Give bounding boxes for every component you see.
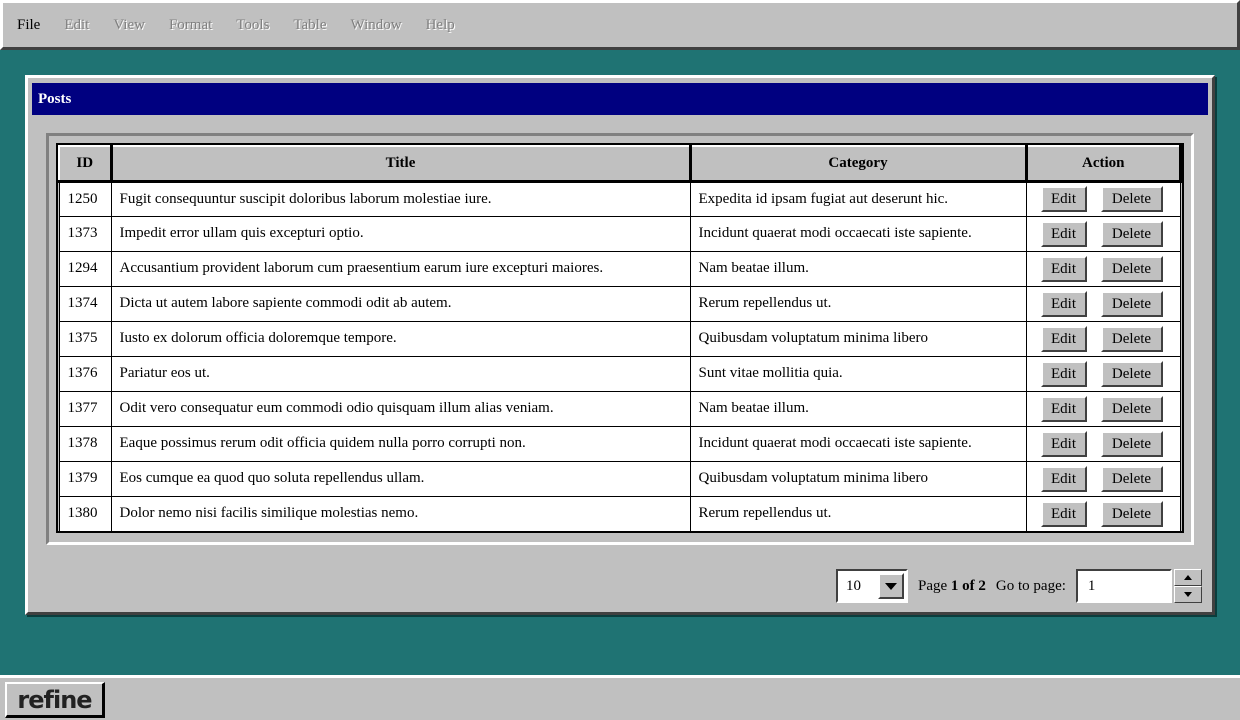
page-indicator — [918, 578, 986, 595]
cell-action — [1026, 356, 1181, 391]
table-row — [59, 321, 1181, 356]
cell-id: 1294 — [59, 251, 111, 286]
cell-title: Dicta ut autem labore sapiente commodi odit ab autem. — [111, 286, 690, 321]
page-size-value: 10 — [846, 577, 861, 594]
taskbar — [0, 675, 1240, 720]
delete-button[interactable]: Delete — [1101, 256, 1163, 282]
page-current: 1 — [950, 577, 959, 594]
cell-title: Odit vero consequatur eum commodi odio quisquam illum alias veniam. — [111, 391, 690, 426]
cell-title: Eaque possimus rerum odit officia quidem nulla porro corrupti non. — [111, 426, 690, 461]
cell-category: Quibusdam voluptatum minima libero — [690, 461, 1026, 496]
delete-button[interactable]: Delete — [1101, 501, 1163, 527]
delete-button[interactable]: Delete — [1101, 431, 1163, 457]
menu-view[interactable]: View — [113, 16, 145, 33]
dropdown-arrow-icon[interactable] — [878, 573, 904, 599]
menu-bar — [0, 0, 1240, 50]
edit-button[interactable]: Edit — [1041, 396, 1087, 422]
table-container — [56, 143, 1184, 533]
table-frame — [46, 133, 1194, 545]
cell-action — [1026, 181, 1181, 216]
cell-category: Nam beatae illum. — [690, 251, 1026, 286]
goto-page-spinner — [1174, 569, 1202, 603]
table-row — [59, 496, 1181, 531]
cell-title: Dolor nemo nisi facilis similique molestias nemo. — [111, 496, 690, 531]
cell-id: 1378 — [59, 426, 111, 461]
table-row — [59, 356, 1181, 391]
cell-id: 1250 — [59, 181, 111, 216]
column-header-title[interactable]: Title — [111, 146, 690, 181]
cell-id: 1374 — [59, 286, 111, 321]
table-row — [59, 251, 1181, 286]
delete-button[interactable]: Delete — [1101, 186, 1163, 212]
window-title-bar[interactable] — [32, 83, 1208, 115]
column-header-category[interactable]: Category — [690, 146, 1026, 181]
cell-action — [1026, 496, 1181, 531]
page-total: 2 — [978, 577, 986, 594]
menu-help[interactable]: Help — [425, 16, 455, 33]
menu-window[interactable]: Window — [350, 16, 402, 33]
cell-category: Rerum repellendus ut. — [690, 496, 1026, 531]
delete-button[interactable]: Delete — [1101, 361, 1163, 387]
edit-button[interactable]: Edit — [1041, 256, 1087, 282]
cell-id: 1377 — [59, 391, 111, 426]
cell-category: Nam beatae illum. — [690, 391, 1026, 426]
table-row — [59, 286, 1181, 321]
cell-action — [1026, 251, 1181, 286]
edit-button[interactable]: Edit — [1041, 431, 1087, 457]
menu-file[interactable]: File — [17, 16, 41, 33]
posts-window — [25, 75, 1215, 615]
cell-id: 1375 — [59, 321, 111, 356]
goto-page-label: Go to page: — [995, 577, 1066, 594]
table-row — [59, 216, 1181, 251]
cell-action — [1026, 391, 1181, 426]
page-prefix: Page — [918, 577, 948, 594]
menu-format[interactable]: Format — [168, 16, 213, 33]
cell-title: Accusantium provident laborum cum praesentium earum iure excepturi maiores. — [111, 251, 690, 286]
edit-button[interactable]: Edit — [1041, 466, 1087, 492]
cell-title: Impedit error ullam quis excepturi optio. — [111, 216, 690, 251]
goto-page-input[interactable]: 1 — [1076, 569, 1172, 603]
edit-button[interactable]: Edit — [1041, 186, 1087, 212]
delete-button[interactable]: Delete — [1101, 221, 1163, 247]
edit-button[interactable]: Edit — [1041, 501, 1087, 527]
table-row — [59, 426, 1181, 461]
cell-title: Iusto ex dolorum officia doloremque tempore. — [111, 321, 690, 356]
cell-action — [1026, 286, 1181, 321]
cell-title: Eos cumque ea quod quo soluta repellendus ullam. — [111, 461, 690, 496]
column-header-action: Action — [1026, 146, 1181, 181]
cell-id: 1379 — [59, 461, 111, 496]
delete-button[interactable]: Delete — [1101, 396, 1163, 422]
refine-logo: refine — [17, 685, 92, 714]
page-of: of — [962, 577, 975, 594]
cell-id: 1380 — [59, 496, 111, 531]
spin-up-icon[interactable] — [1174, 569, 1202, 586]
delete-button[interactable]: Delete — [1101, 291, 1163, 317]
edit-button[interactable]: Edit — [1041, 291, 1087, 317]
table-header-row — [59, 146, 1181, 181]
cell-action — [1026, 426, 1181, 461]
delete-button[interactable]: Delete — [1101, 466, 1163, 492]
edit-button[interactable]: Edit — [1041, 326, 1087, 352]
cell-action — [1026, 321, 1181, 356]
cell-title: Pariatur eos ut. — [111, 356, 690, 391]
cell-title: Fugit consequuntur suscipit doloribus laborum molestiae iure. — [111, 181, 690, 216]
menu-edit[interactable]: Edit — [64, 16, 90, 33]
spin-down-icon[interactable] — [1174, 586, 1202, 603]
table-row — [59, 461, 1181, 496]
cell-category: Sunt vitae mollitia quia. — [690, 356, 1026, 391]
cell-category: Incidunt quaerat modi occaecati iste sapiente. — [690, 216, 1026, 251]
table-row — [59, 391, 1181, 426]
delete-button[interactable]: Delete — [1101, 326, 1163, 352]
cell-action — [1026, 216, 1181, 251]
posts-table — [58, 145, 1182, 532]
table-row — [59, 181, 1181, 216]
cell-id: 1376 — [59, 356, 111, 391]
table-body — [59, 181, 1181, 531]
cell-category: Quibusdam voluptatum minima libero — [690, 321, 1026, 356]
menu-table[interactable]: Table — [293, 16, 327, 33]
cell-category: Incidunt quaerat modi occaecati iste sapiente. — [690, 426, 1026, 461]
pagination — [836, 568, 1202, 604]
cell-category: Expedita id ipsam fugiat aut deserunt hic. — [690, 181, 1026, 216]
page-size-select[interactable] — [836, 569, 908, 603]
refine-logo-button[interactable] — [5, 682, 105, 718]
edit-button[interactable]: Edit — [1041, 361, 1087, 387]
cell-action — [1026, 461, 1181, 496]
menu-tools[interactable]: Tools — [236, 16, 270, 33]
column-header-id[interactable]: ID — [59, 146, 111, 181]
window-title: Posts — [38, 90, 72, 107]
cell-category: Rerum repellendus ut. — [690, 286, 1026, 321]
cell-id: 1373 — [59, 216, 111, 251]
edit-button[interactable]: Edit — [1041, 221, 1087, 247]
